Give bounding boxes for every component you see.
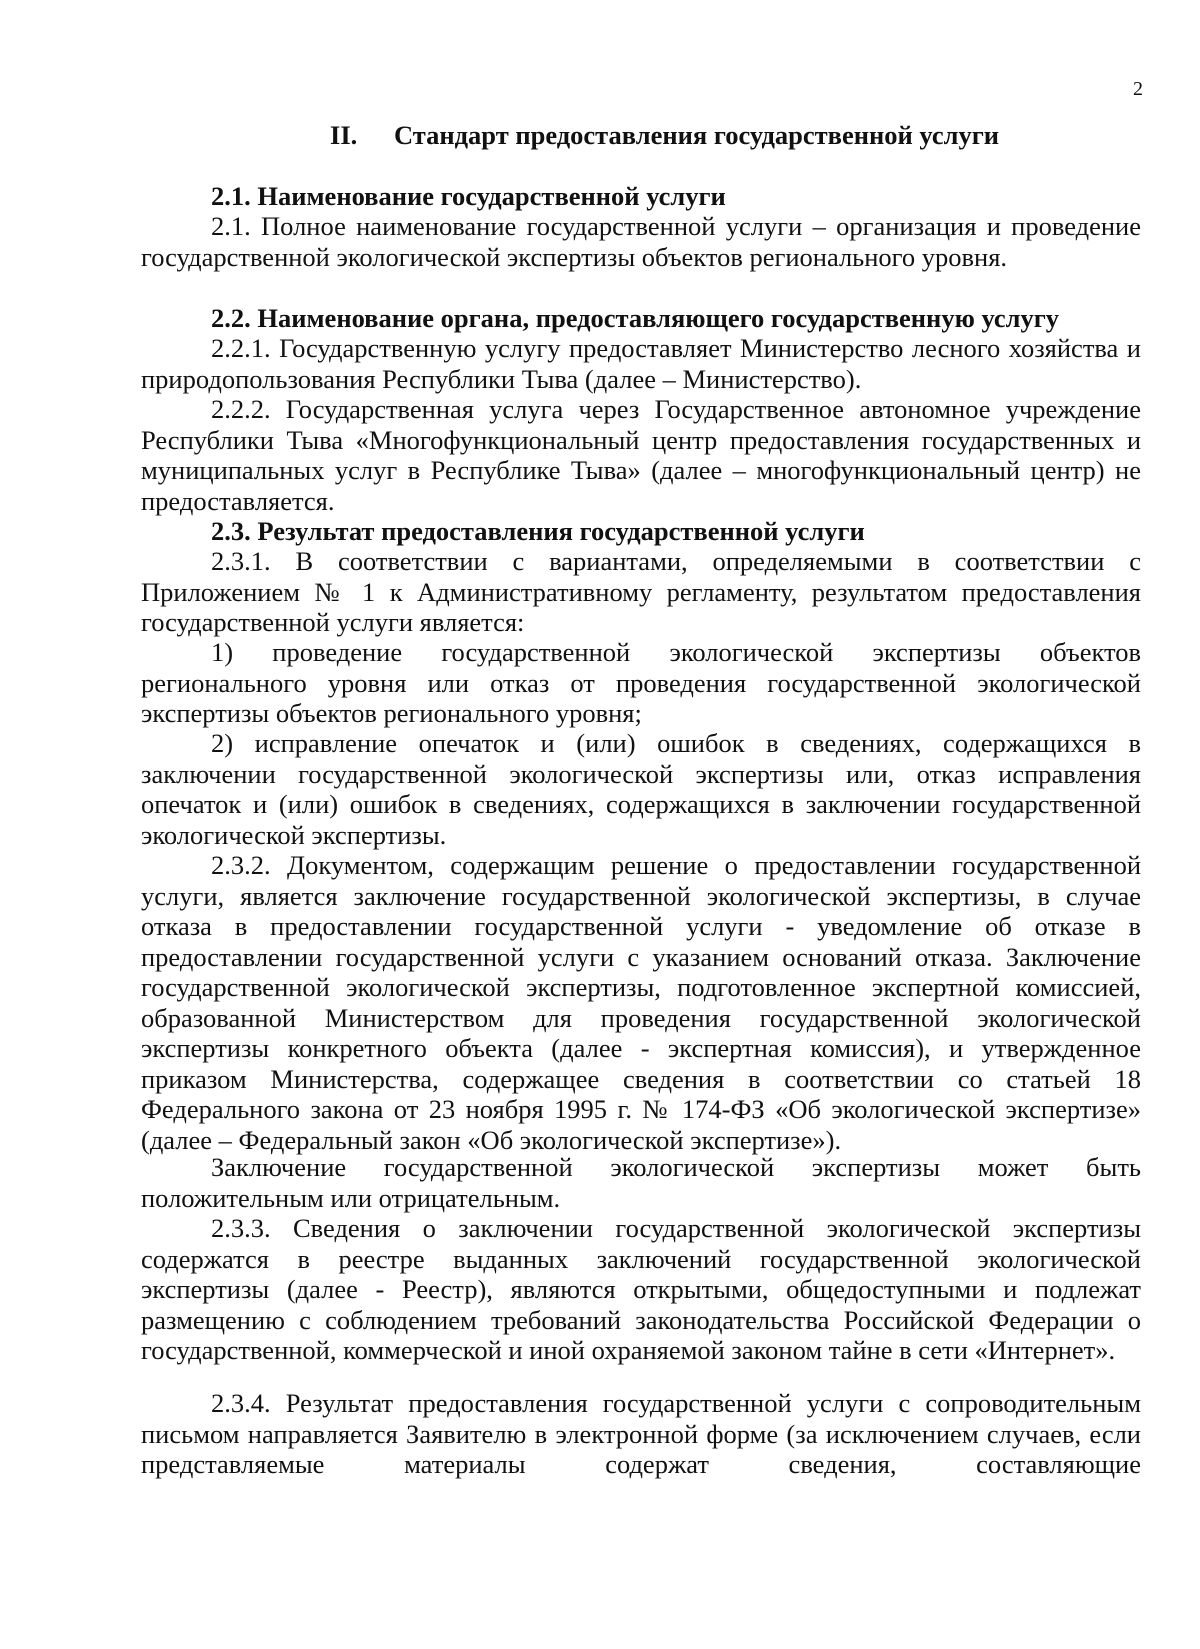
list-item-2: 2) исправление опечаток и (или) ошибок в сведениях, содержащихся в заключении государственной экологической экспертизы или, отказ исправления опечаток и (или) ошибок в сведениях, содержащихся в заключении государственной экологической экспертизы.	[141, 728, 1141, 850]
section-roman-numeral: II.	[330, 120, 358, 150]
page-number: 2	[1133, 78, 1143, 100]
paragraph-2-3-1: 2.3.1. В соответствии с вариантами, определяемыми в соответствии с Приложением № 1 к Административному регламенту, результатом предоставления государственной услуги является:	[141, 546, 1141, 637]
paragraph-2-3-2: 2.3.2. Документом, содержащим решение о предоставлении государственной услуги, является заключение государственной экологической экспертизы, в случае отказа в предоставлении государственной услуги - уведомление об отказе в предоставлении государственной услуги с указанием оснований отказа. Заключение государственной экологической экспертизы, подготовленное экспертной комиссией, образованной Министерством для проведения государственной экологической экспертизы конкретного объекта (далее - экспертная комиссия), и утвержденное приказом Министерства, содержащее сведения в соответствии со статьей 18 Федерального закона от 23 ноября 1995 г. № 174-ФЗ «Об экологической экспертизе» (далее – Федеральный закон «Об экологической экспертизе»).	[141, 850, 1141, 1155]
paragraph-2-3-3: 2.3.3. Сведения о заключении государственной экологической экспертизы содержатся в реестре выданных заключений государственной экологической экспертизы (далее - Реестр), являются открытыми, общедоступными и подлежат размещению с соблюдением требований законодательства Российской Федерации о государственной, коммерческой и иной охраняемой законом тайне в сети «Интернет».	[141, 1213, 1141, 1365]
heading-2-2: 2.2. Наименование органа, предоставляющего государственную услугу	[211, 303, 1060, 333]
paragraph-conclusion-type: Заключение государственной экологической экспертизы может быть положительным или отрицательным.	[141, 1152, 1141, 1213]
section-title-text: Стандарт предоставления государственной услуги	[394, 120, 1000, 150]
paragraph-2-2-1: 2.2.1. Государственную услугу предоставляет Министерство лесного хозяйства и природопользования Республики Тыва (далее – Министерство).	[141, 333, 1141, 394]
heading-2-3: 2.3. Результат предоставления государственной услуги	[211, 516, 865, 546]
paragraph-2-3-4: 2.3.4. Результат предоставления государственной услуги с сопроводительным письмом направляется Заявителю в электронной форме (за исключением случаев, если представляемые материалы содержат сведения, составляющие	[141, 1388, 1141, 1479]
list-item-1: 1) проведение государственной экологической экспертизы объектов регионального уровня или отказ от проведения государственной экологической экспертизы объектов регионального уровня;	[141, 637, 1141, 728]
paragraph-2-2-2: 2.2.2. Государственная услуга через Государственное автономное учреждение Республики Тыва «Многофункциональный центр предоставления государственных и муниципальных услуг в Республике Тыва» (далее – многофункциональный центр) не предоставляется.	[141, 394, 1141, 516]
paragraph-2-1: 2.1. Полное наименование государственной услуги – организация и проведение государственной экологической экспертизы объектов регионального уровня.	[141, 211, 1141, 272]
section-title	[330, 120, 999, 150]
heading-2-1: 2.1. Наименование государственной услуги	[211, 181, 726, 211]
